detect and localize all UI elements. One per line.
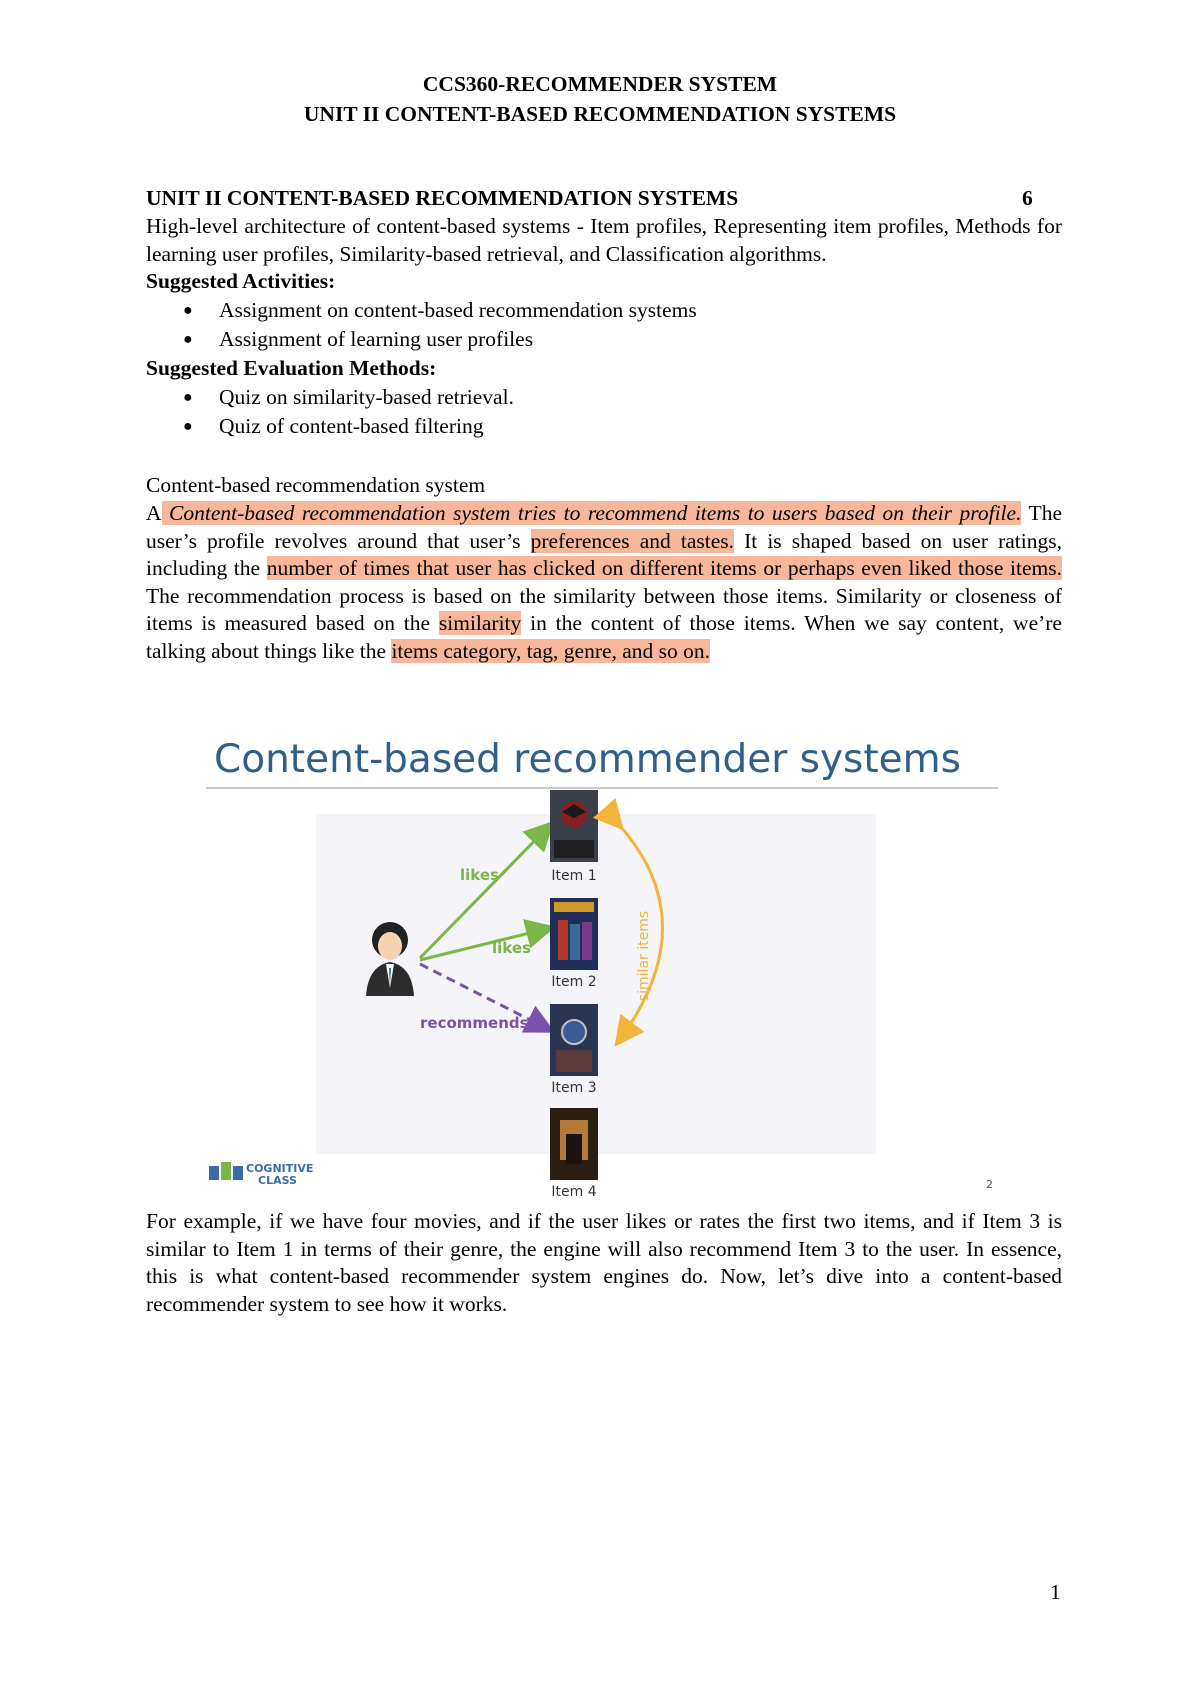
bullet-icon: ● bbox=[183, 418, 193, 435]
figure-diagram bbox=[146, 694, 1062, 1207]
logo-text-line2: CLASS bbox=[258, 1174, 297, 1187]
item-2-label: Item 2 bbox=[551, 974, 597, 990]
item-2-poster bbox=[550, 898, 598, 970]
section-paragraph-2: For example, if we have four movies, and if the user likes or rates the first two items, and if Item 3 is similar to Item 1 in terms of their genre, the engine will also recommend Item 3 to the user. In essence, this is what content-based recommender system engines do. Now, let’s dive into a content-based recommender system to see how it works. bbox=[146, 1209, 1062, 1316]
syllabus-unit-hours: 6 bbox=[1022, 186, 1033, 210]
item-1-poster bbox=[550, 790, 598, 862]
evaluation-heading: Suggested Evaluation Methods: bbox=[146, 356, 437, 380]
p1-segment: The user’s profile revolves around that user’s bbox=[146, 501, 1062, 553]
highlight-category: items category, tag, genre, and so on. bbox=[391, 638, 711, 663]
syllabus-description: High-level architecture of content-based systems - Item profiles, Representing item profiles, Methods for learning user profiles, Similarity-based retrieval, and Classification algorithms. bbox=[146, 214, 1062, 266]
highlight-clicks: number of times that user has clicked on different items or perhaps even liked those items. bbox=[266, 556, 1062, 580]
figure bbox=[146, 694, 1062, 1207]
highlight-definition: Content-based recommendation system tries to recommend items to users based on their profile. bbox=[161, 501, 1022, 525]
bullet-icon: ● bbox=[183, 389, 193, 406]
similar-items-label: similar items bbox=[636, 910, 652, 1002]
bullet-icon: ● bbox=[183, 331, 193, 348]
unit-title: UNIT II CONTENT-BASED RECOMMENDATION SYSTEMS bbox=[303, 102, 897, 126]
activity-item: Assignment of learning user profiles bbox=[219, 327, 534, 351]
highlight-preferences: preferences and tastes. bbox=[530, 528, 734, 553]
likes-label: likes bbox=[460, 866, 499, 884]
activity-item: Assignment on content-based recommendation systems bbox=[219, 298, 697, 322]
item-3-label: Item 3 bbox=[551, 1080, 597, 1096]
item-3-poster bbox=[550, 1004, 598, 1076]
p1-segment: The recommendation process is based on the similarity between those items. Similarity or closeness of items is measured based on the bbox=[146, 583, 1062, 635]
figure-title: Content-based recommender systems bbox=[214, 737, 961, 782]
item-4-poster bbox=[550, 1108, 598, 1180]
course-title: CCS360-RECOMMENDER SYSTEM bbox=[422, 72, 778, 96]
section-paragraph-1 bbox=[146, 500, 1062, 665]
evaluation-item: Quiz on similarity-based retrieval. bbox=[219, 385, 514, 409]
activities-heading: Suggested Activities: bbox=[146, 269, 336, 293]
cognitive-class-logo bbox=[209, 1162, 313, 1187]
p1-segment: in the content of those items. When we say content, we’re talking about things like the bbox=[146, 611, 1062, 663]
logo-text-line1: COGNITIVE bbox=[246, 1162, 314, 1175]
item-4-label: Item 4 bbox=[551, 1184, 597, 1200]
bullet-icon: ● bbox=[183, 302, 193, 319]
recommends-label: recommends bbox=[420, 1014, 529, 1032]
p1-segment: It is shaped based on user ratings, including the bbox=[146, 528, 1062, 580]
p1-segment: A bbox=[146, 501, 162, 525]
section-title: Content-based recommendation system bbox=[146, 473, 486, 497]
item-1-label: Item 1 bbox=[551, 868, 597, 884]
syllabus-unit-title: UNIT II CONTENT-BASED RECOMMENDATION SYSTEMS bbox=[146, 186, 739, 210]
likes-label: likes bbox=[492, 939, 531, 957]
evaluation-item: Quiz of content-based filtering bbox=[219, 414, 484, 438]
highlight-similarity: similarity bbox=[438, 611, 522, 635]
slide-number: 2 bbox=[986, 1178, 993, 1191]
page-number: 1 bbox=[1050, 1580, 1061, 1604]
